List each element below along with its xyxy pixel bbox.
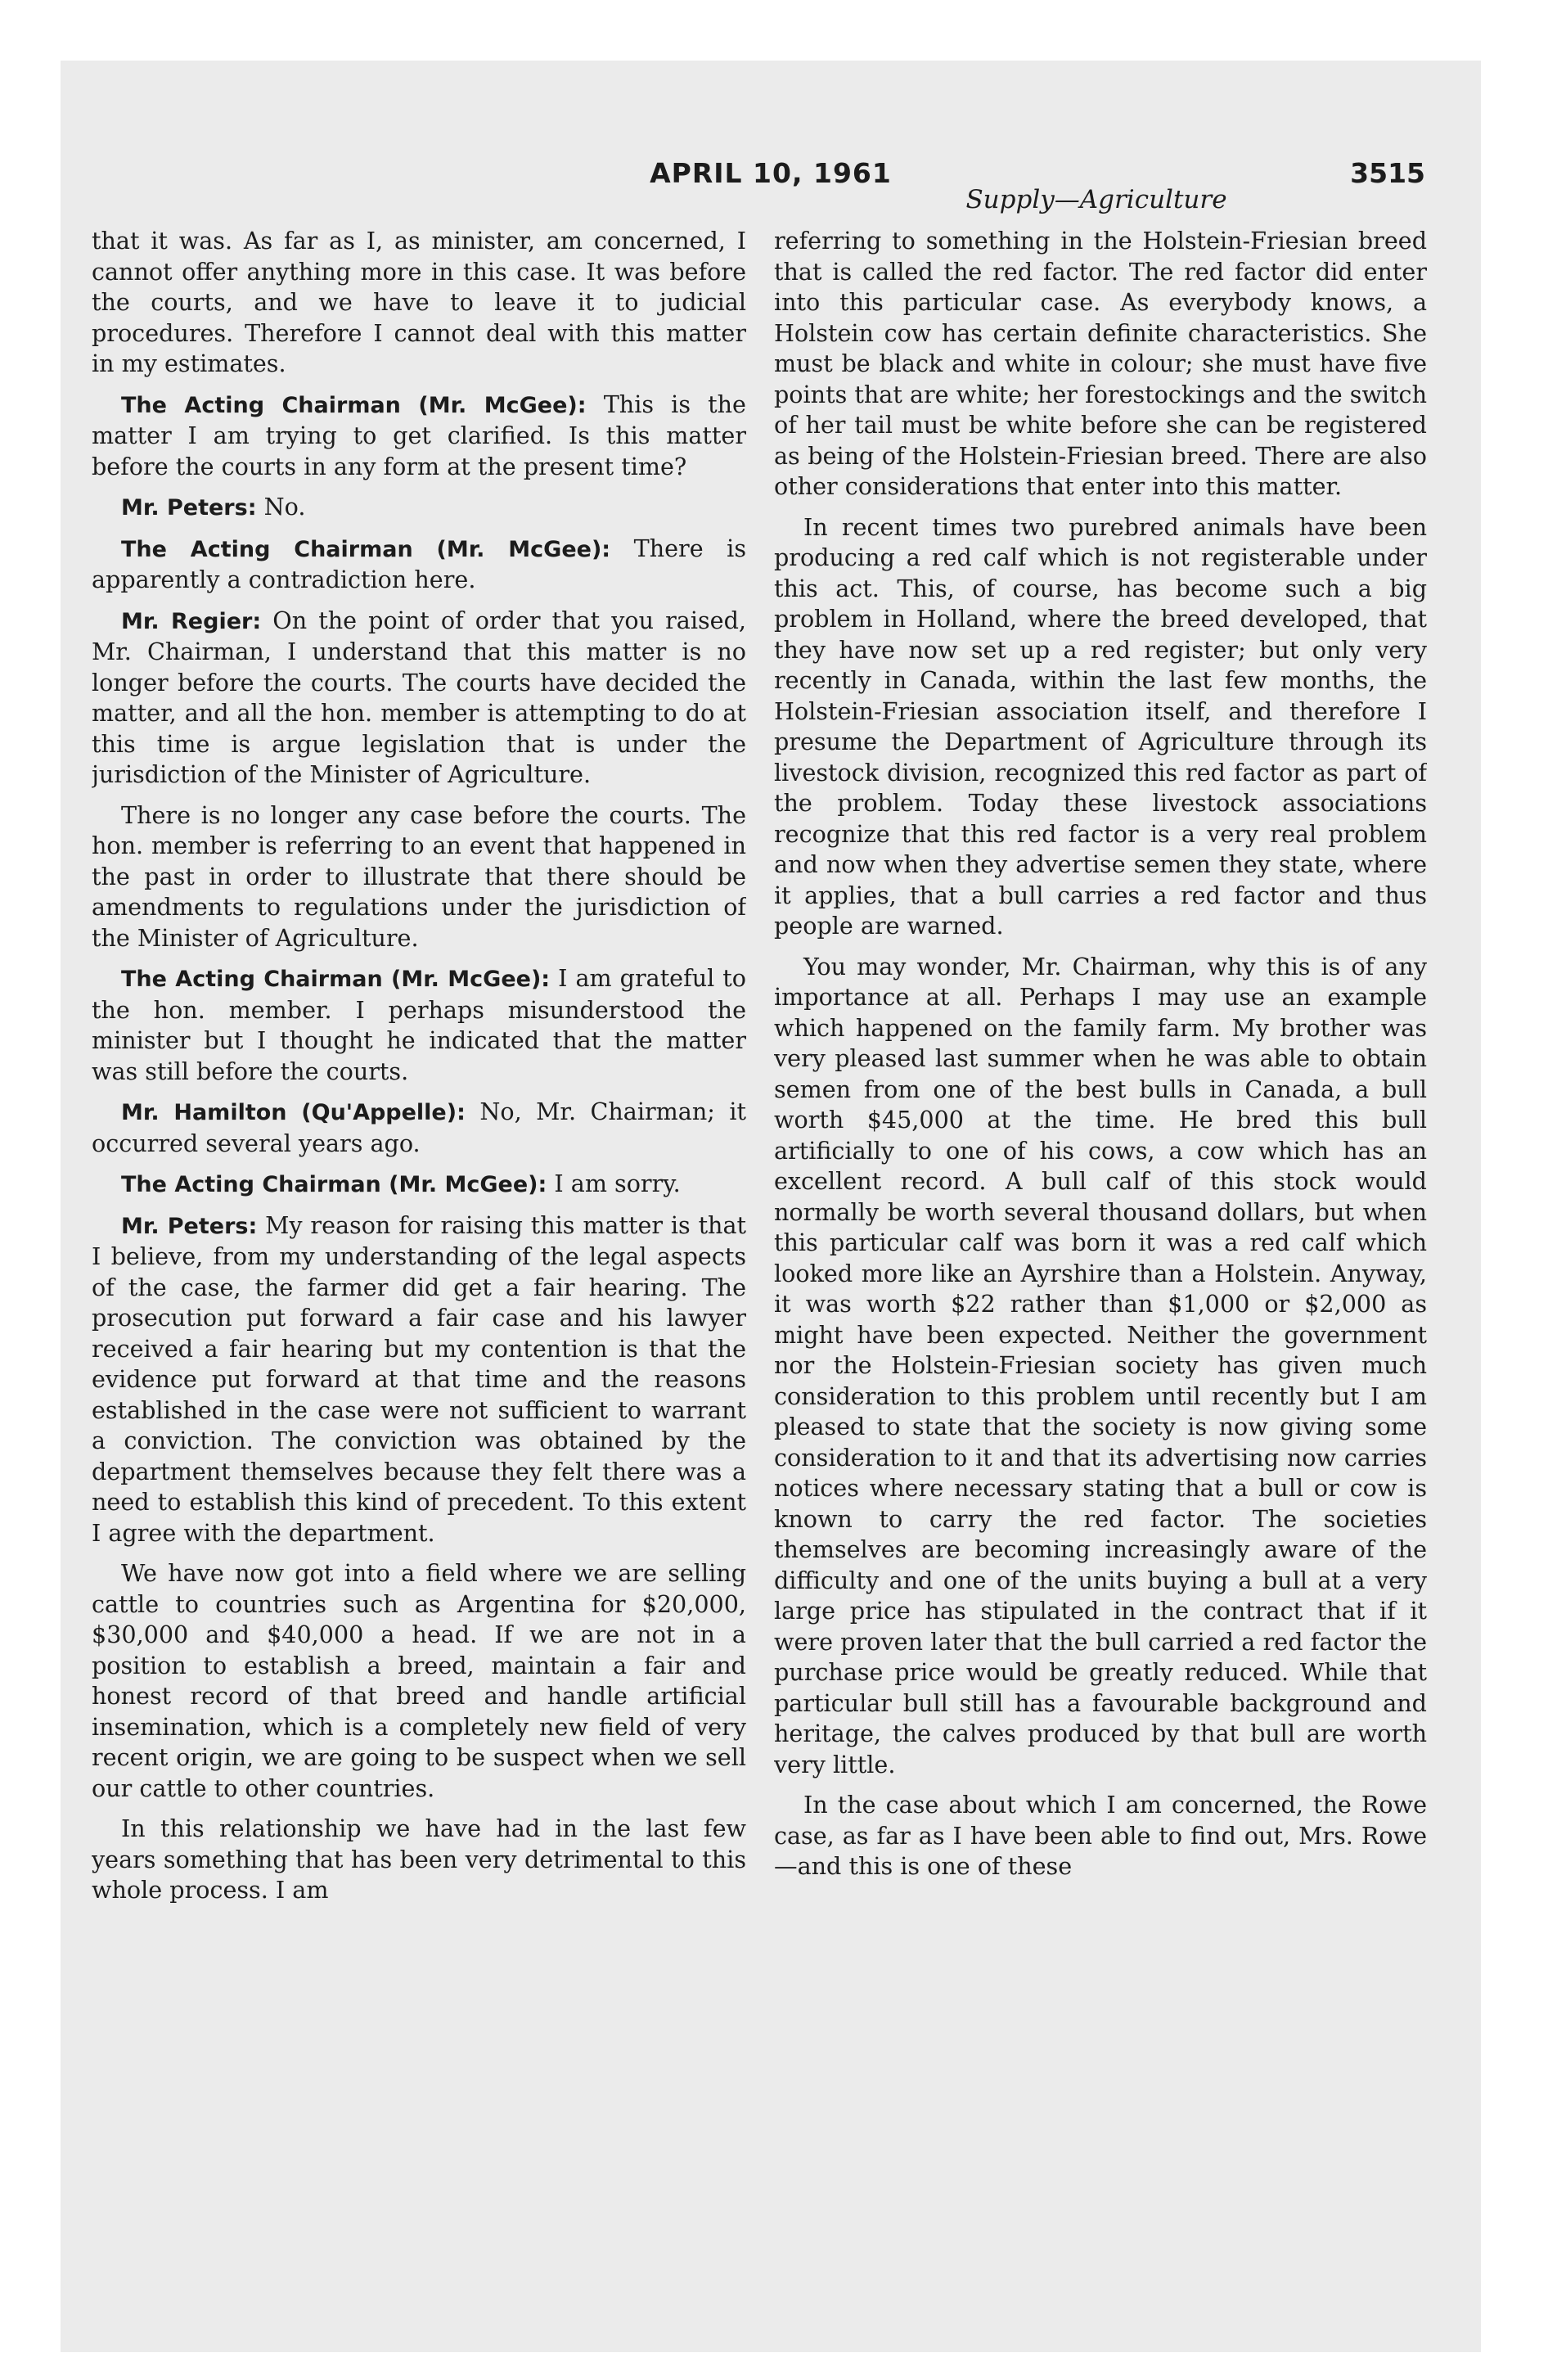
- speaker-name: Mr. Regier:: [121, 608, 262, 634]
- paragraph-text: I am sorry.: [554, 1170, 681, 1197]
- paragraph-text: No.: [263, 493, 306, 521]
- paragraph: [92, 534, 746, 596]
- paragraph: [92, 1814, 746, 1906]
- paragraph: [92, 1210, 746, 1549]
- paragraph: [774, 1790, 1427, 1882]
- paragraph-text: On the point of order that you raised, Mr. Chairman, I understand that this matter is no longer before the courts. The courts have decided the matter, and all the hon. member is attempting to do at this time is argue legislation that is under the jurisdiction of the Minister of Agriculture.: [92, 606, 746, 788]
- paragraph: [92, 492, 746, 524]
- paragraph: [774, 952, 1427, 1781]
- paragraph: [774, 512, 1427, 942]
- paragraph: [92, 606, 746, 791]
- paragraph-text: There is no longer any case before the courts. The hon. member is referring to an event that happened in the past in order to illustrate that there should be amendments to regulations under the jurisdiction of the Minister of Agriculture.: [92, 800, 746, 952]
- paragraph: [92, 963, 746, 1087]
- paragraph: [774, 226, 1427, 503]
- paragraph-text: You may wonder, Mr. Chairman, why this is of any importance at all. Perhaps I may use an example which happened on the family farm. My brother was very pleased last summer when he was able to obtain semen from one of the best bulls in Canada, a bull worth $45,000 at the time. He bred this bull artificially to one of his cows, a cow which has an excellent record. A bull calf of this stock would normally be worth several thousand dollars, but when this particular calf was born it was a red calf which looked more like an Ayrshire than a Holstein. Anyway, it was worth $22 rather than $1,000 or $2,000 as might have been expected. Neither the government nor the Holstein-Friesian society has given much consideration to this problem until recently but I am pleased to state that the society is now giving some consideration to it and that its advertising now carries notices where necessary stating that a bull or cow is known to carry the red factor. The societies themselves are becoming increasingly aware of the difficulty and one of the units buying a bull at a very large price has stipulated in the contract that if it were proven later that the bull carried a red factor the purchase price would be greatly reduced. While that particular bull still has a favourable background and heritage, the calves produced by that bull are worth very little.: [774, 952, 1427, 1778]
- speaker-name: Mr. Peters:: [121, 495, 257, 521]
- paragraph-text: This is the matter I am trying to get clarified. Is this matter before the courts in any form at the present time?: [92, 390, 746, 480]
- left-column: [92, 226, 746, 2305]
- paragraph-text: There is apparently a contradiction here.: [92, 534, 746, 593]
- paragraph: [92, 390, 746, 483]
- section-subject: Supply—Agriculture: [965, 185, 1227, 214]
- paragraph-text: No, Mr. Chairman; it occurred several years ago.: [92, 1098, 746, 1157]
- paragraph-text: I am grateful to the hon. member. I perhaps misunderstood the minister but I thought he indicated that the matter was still before the courts.: [92, 964, 746, 1085]
- speaker-name: The Acting Chairman (Mr. McGee):: [121, 967, 551, 992]
- right-column: [774, 226, 1427, 2305]
- paragraph: [92, 800, 746, 954]
- header-date: APRIL 10, 1961: [650, 157, 892, 189]
- paragraph: [92, 1558, 746, 1804]
- paragraph-text: that it was. As far as I, as minister, am concerned, I cannot offer anything more in this case. It was before the courts, and we have to leave it to judicial procedures. Therefore I cannot deal with this matter in my estimates.: [92, 227, 746, 377]
- paragraph-text: referring to something in the Holstein-Friesian breed that is called the red factor. The red factor did enter into this particular case. As everybody knows, a Holstein cow has certain definite characteristics. She must be black and white in colour; she must have five points that are white; her forestockings and the switch of her tail must be white before she can be registered as being of the Holstein-Friesian breed. There are also other considerations that enter into this matter.: [774, 227, 1427, 500]
- paragraph: [92, 1097, 746, 1159]
- speaker-name: The Acting Chairman (Mr. McGee):: [121, 392, 587, 418]
- paragraph-text: In this relationship we have had in the last few years something that has been very detrimental to this whole process. I am: [92, 1814, 746, 1904]
- speaker-name: Mr. Hamilton (Qu'Appelle):: [121, 1100, 466, 1125]
- paragraph-text: In the case about which I am concerned, the Rowe case, as far as I have been able to find out, Mrs. Rowe—and this is one of these: [774, 1791, 1427, 1880]
- speaker-name: Mr. Peters:: [121, 1213, 258, 1239]
- paragraph-text: In recent times two purebred animals have been producing a red calf which is not registerable under this act. This, of course, has become such a big problem in Holland, where the breed developed, that they have now set up a red register; but only very recently in Canada, within the last few months, the Holstein-Friesian association itself, and therefore I presume the Department of Agriculture through its livestock division, recognized this red factor as part of the problem. Today these livestock associations recognize that this red factor is a very real problem and now when they advertise semen they state, where it applies, that a bull carries a red factor and thus people are warned.: [774, 512, 1427, 940]
- paragraph-text: My reason for raising this matter is that I believe, from my understanding of the legal aspects of the case, the farmer did get a fair hearing. The prosecution put forward a fair case and his lawyer received a fair hearing but my contention is that the evidence put forward at that time and the reasons established in the case were not sufficient to warrant a conviction. The conviction was obtained by the department themselves because they felt there was a need to establish this kind of precedent. To this extent I agree with the department.: [92, 1210, 746, 1547]
- speaker-name: The Acting Chairman (Mr. McGee):: [121, 1172, 547, 1197]
- speaker-name: The Acting Chairman (Mr. McGee):: [121, 536, 611, 562]
- paragraph-text: We have now got into a field where we are selling cattle to countries such as Argentina for $20,000, $30,000 and $40,000 a head. If we are not in a position to establish a breed, maintain a fair and honest record of that breed and handle artificial insemination, which is a completely new field of very recent origin, we are going to be suspect when we sell our cattle to other countries.: [92, 1559, 746, 1802]
- paragraph: [92, 1169, 746, 1201]
- page-number: 3515: [1350, 157, 1425, 189]
- paragraph: [92, 226, 746, 380]
